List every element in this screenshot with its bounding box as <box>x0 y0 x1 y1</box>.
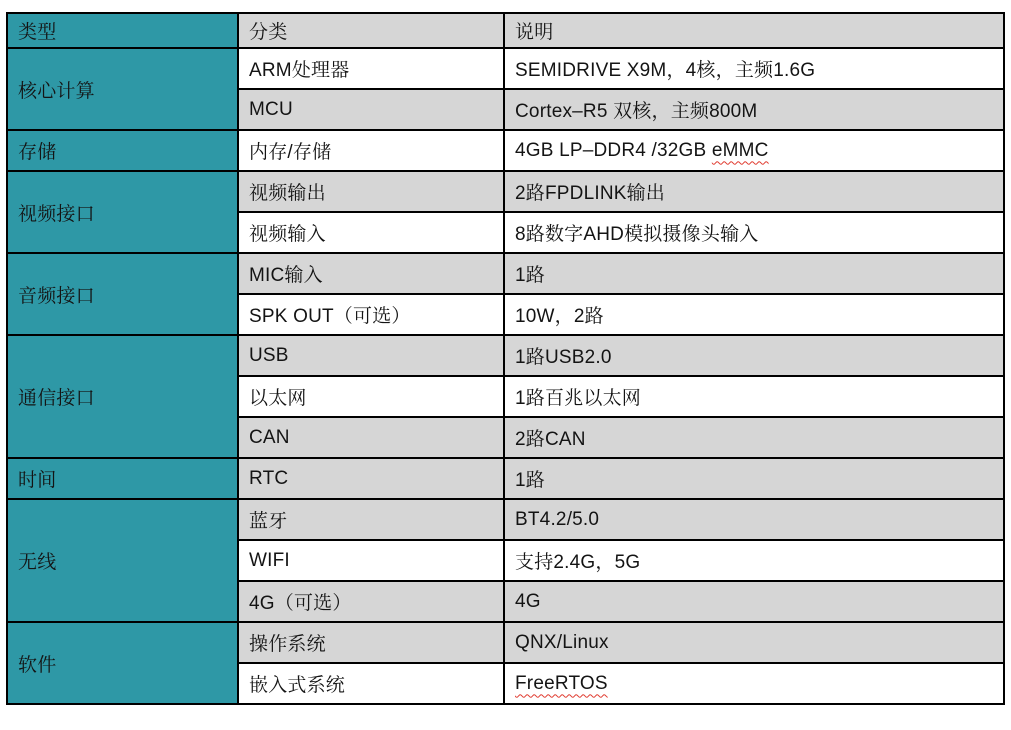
value-text: BT4.2/5.0 <box>515 508 600 530</box>
table-row <box>7 458 1004 499</box>
category-cell: 内存/存储 <box>238 130 504 171</box>
type-cell-wireless: 无线 <box>7 499 238 622</box>
category-cell: 操作系统 <box>238 622 504 663</box>
category-cell: 视频输入 <box>238 212 504 253</box>
category-cell: 嵌入式系统 <box>238 663 504 704</box>
table-row <box>7 499 1004 540</box>
value-text: 8路数字AHD模拟摄像头输入 <box>515 224 759 245</box>
category-cell: 视频输出 <box>238 171 504 212</box>
header-description-cell: 说明 <box>504 13 1004 48</box>
category-cell: MIC输入 <box>238 253 504 294</box>
table-row <box>7 335 1004 376</box>
spellchecked-text: eMMC <box>711 139 769 161</box>
value-text: 1路 <box>515 470 545 491</box>
table-row <box>7 253 1004 294</box>
value-cell <box>504 89 1004 130</box>
value-cell <box>504 376 1004 417</box>
value-cell <box>504 212 1004 253</box>
category-cell: RTC <box>238 458 504 499</box>
value-cell <box>504 294 1004 335</box>
table-row <box>7 130 1004 171</box>
category-cell: WIFI <box>238 540 504 581</box>
value-text: 2路CAN <box>515 429 586 450</box>
value-cell <box>504 48 1004 89</box>
value-text: SEMIDRIVE X9M，4核，主频1.6G <box>515 60 816 81</box>
type-cell-communication-interface: 通信接口 <box>7 335 238 458</box>
category-cell: SPK OUT（可选） <box>238 294 504 335</box>
type-cell-software: 软件 <box>7 622 238 704</box>
value-cell <box>504 499 1004 540</box>
value-text: 1路USB2.0 <box>515 347 612 368</box>
value-cell <box>504 130 1004 171</box>
value-text: 1路 <box>515 265 545 286</box>
spellchecked-text: FreeRTOS <box>515 672 608 694</box>
category-cell: 蓝牙 <box>238 499 504 540</box>
table-row <box>7 48 1004 89</box>
value-text: 2路FPDLINK输出 <box>515 183 666 204</box>
value-cell <box>504 171 1004 212</box>
type-cell-audio-interface: 音频接口 <box>7 253 238 335</box>
type-cell-storage: 存储 <box>7 130 238 171</box>
value-text: Cortex–R5 双核，主频800M <box>515 101 758 122</box>
value-text: 4GB LP–DDR4 /32GB <box>515 139 712 161</box>
value-cell <box>504 581 1004 622</box>
type-cell-time: 时间 <box>7 458 238 499</box>
table-row <box>7 622 1004 663</box>
header-type-cell: 类型 <box>7 13 238 48</box>
value-cell <box>504 540 1004 581</box>
value-cell <box>504 253 1004 294</box>
value-cell <box>504 458 1004 499</box>
category-cell: USB <box>238 335 504 376</box>
value-cell <box>504 622 1004 663</box>
category-cell: CAN <box>238 417 504 458</box>
value-text: QNX/Linux <box>515 631 609 653</box>
value-cell <box>504 663 1004 704</box>
type-cell-core-computing: 核心计算 <box>7 48 238 130</box>
value-text: 1路百兆以太网 <box>515 388 641 409</box>
value-cell <box>504 417 1004 458</box>
spec-table <box>6 12 1005 705</box>
value-text: 10W，2路 <box>515 306 604 327</box>
category-cell: MCU <box>238 89 504 130</box>
table-row <box>7 171 1004 212</box>
header-row <box>7 13 1004 48</box>
header-category-cell: 分类 <box>238 13 504 48</box>
value-text: 支持2.4G，5G <box>515 552 641 573</box>
value-text: 4G <box>515 590 541 612</box>
category-cell: 4G（可选） <box>238 581 504 622</box>
category-cell: 以太网 <box>238 376 504 417</box>
type-cell-video-interface: 视频接口 <box>7 171 238 253</box>
value-cell <box>504 335 1004 376</box>
category-cell: ARM处理器 <box>238 48 504 89</box>
